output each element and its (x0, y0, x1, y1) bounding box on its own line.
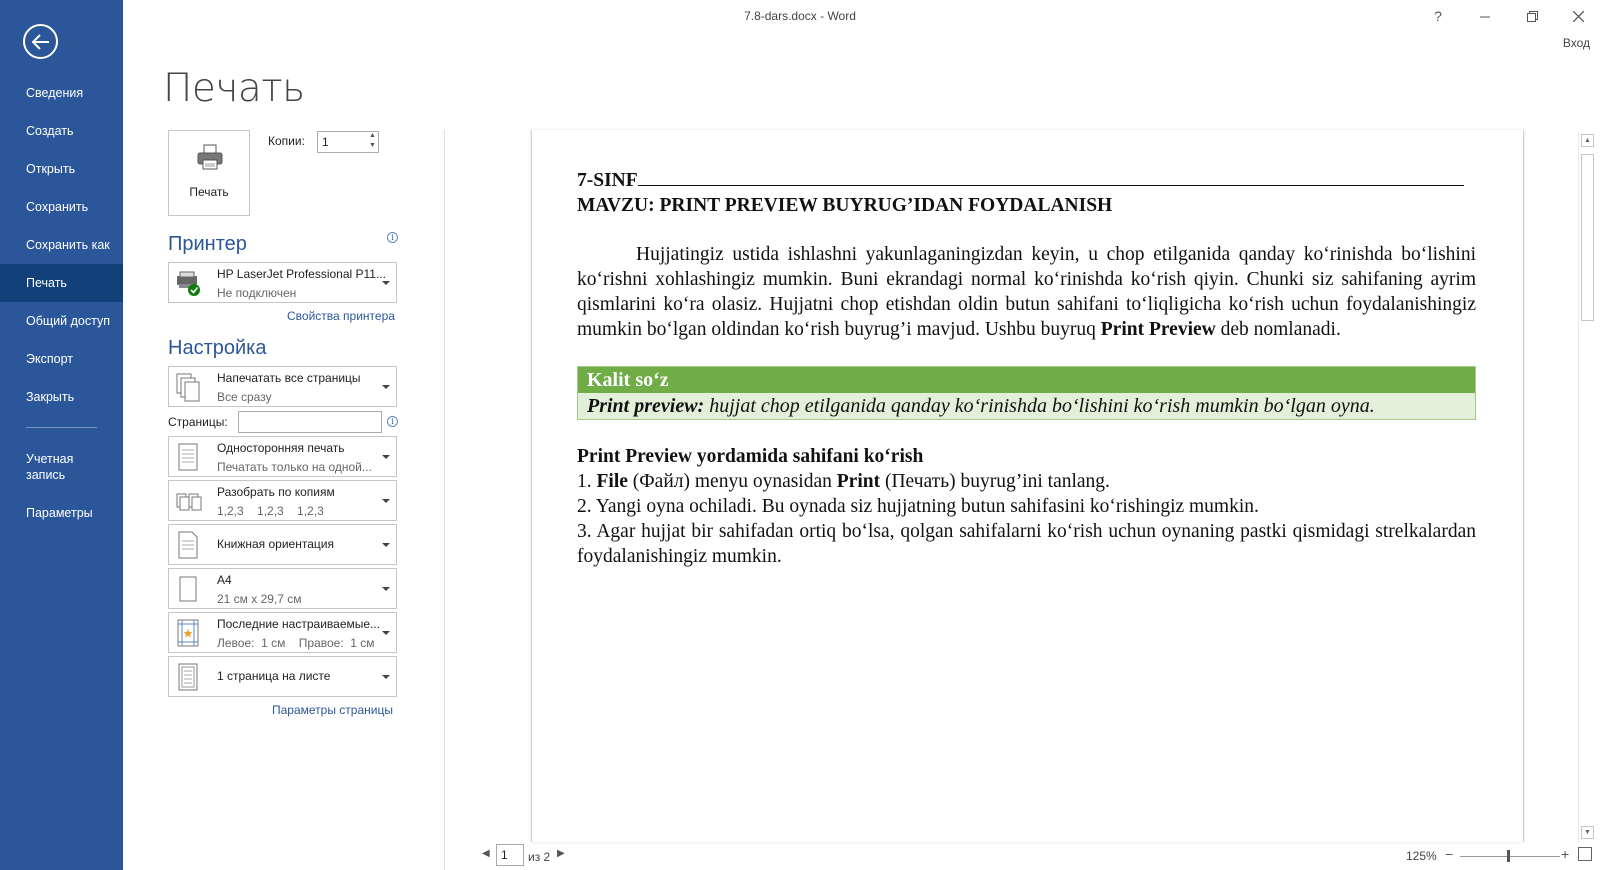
doc-paragraph (577, 242, 1476, 342)
minimize-button[interactable] (1471, 4, 1499, 28)
chevron-down-icon (382, 543, 390, 547)
chevron-down-icon (382, 455, 390, 459)
printer-select[interactable] (168, 262, 397, 303)
help-button[interactable]: ? (1434, 8, 1442, 24)
nav-item-close[interactable]: Закрыть (26, 390, 75, 404)
vertical-scrollbar[interactable] (1578, 132, 1595, 842)
paper-size-icon (175, 574, 201, 604)
nav-item-save-as[interactable]: Сохранить как (26, 238, 110, 252)
doc-grade-line (577, 166, 1476, 193)
doc-step-1 (577, 469, 1476, 494)
scroll-up-icon[interactable]: ▲ (1581, 134, 1594, 147)
setting-paper-line1: A4 (217, 573, 232, 587)
setting-margins-line2: Левое: 1 см Правое: 1 см (217, 636, 375, 650)
nav-divider (26, 427, 97, 428)
keyword-title: Kalit so‘z (578, 367, 1475, 393)
chevron-down-icon (382, 631, 390, 635)
close-icon (1573, 11, 1584, 22)
sides-select[interactable] (168, 436, 397, 477)
nav-item-new[interactable]: Создать (26, 124, 74, 138)
one-sided-icon (175, 442, 201, 472)
scroll-down-icon[interactable]: ▼ (1581, 826, 1594, 839)
nav-item-info[interactable]: Сведения (26, 86, 84, 100)
chevron-down-icon (382, 499, 390, 503)
collate-icon (172, 486, 206, 516)
zoom-slider-thumb[interactable] (1507, 850, 1510, 862)
collate-select[interactable] (168, 480, 397, 521)
copies-label: Копии: (268, 134, 305, 148)
document-content (577, 166, 1476, 569)
doc-step-3: 3. Agar hujjat bir sahifadan ortiq bo‘lsa, qolgan sahifalarni ko‘rish uchun oynaning pastki qismidagi strelkalardan foydalanishingiz mumkin. (577, 521, 1476, 567)
setting-sides-line2: Печатать только на одной... (217, 460, 372, 474)
printer-icon (196, 143, 224, 171)
printer-properties-link[interactable]: Свойства принтера (287, 309, 395, 323)
printer-heading: Принтер (168, 233, 247, 255)
setting-paper-line2: 21 см x 29,7 см (217, 592, 302, 606)
doc-para1-text: Hujjatingiz ustida ishlashni yakunlaganingizdan keyin, u chop etilganida qanday ko‘rinishda bo‘lishini ko‘rishni xohlashingiz mumkin. Buni ekrandagi normal ko‘rinishda ko‘rish qiyin. Chunki siz sahifaning ayrim qismlarini ko‘ra olasiz. Hujjatni chop etishdan oldin butun sahifani to‘liqligicha ko‘rish uchun foydalanishingiz mumkin bo‘lgan oldindan ko‘rish buyrug’i mavjud. Ushbu buyruq (577, 244, 1476, 340)
setting-sides-line1: Односторонняя печать (217, 441, 345, 455)
chevron-down-icon (382, 281, 390, 285)
minimize-icon (1480, 11, 1490, 21)
nav-item-print[interactable]: Печать (0, 264, 123, 302)
close-window-button[interactable] (1564, 4, 1592, 28)
print-button-label: Печать (189, 185, 229, 199)
copies-input[interactable]: 1 (317, 131, 379, 153)
nav-item-options[interactable]: Параметры (26, 506, 93, 520)
step1-num: 1. (577, 471, 597, 492)
doc-para1-bold: Print Preview (1100, 319, 1216, 340)
page-number-input[interactable]: 1 (496, 844, 524, 866)
next-page-icon[interactable]: ▶ (557, 848, 565, 859)
step1-text: (Файл) menyu oynasidan (627, 471, 837, 492)
margins-icon (175, 618, 201, 648)
step1-file: File (596, 471, 628, 492)
keyword-term: Print preview: (587, 395, 705, 417)
portrait-icon (175, 530, 201, 560)
margins-select[interactable] (168, 612, 397, 653)
signin-link[interactable]: Вход (1562, 36, 1590, 50)
nav-item-account[interactable] (0, 447, 123, 485)
print-range-select[interactable] (168, 366, 397, 407)
zoom-slider-track[interactable] (1460, 856, 1560, 857)
print-button[interactable] (168, 130, 250, 216)
doc-grade: 7-SINF (577, 170, 638, 191)
printer-info-icon[interactable]: i (387, 232, 398, 243)
settings-heading: Настройка (168, 337, 267, 359)
spin-down-icon[interactable]: ▼ (369, 142, 376, 149)
spin-up-icon[interactable]: ▲ (369, 132, 376, 139)
pages-per-sheet-select[interactable] (168, 656, 397, 697)
setting-range-line1: Напечатать все страницы (217, 371, 361, 385)
doc-underline (638, 166, 1464, 186)
setting-pps-line1: 1 страница на листе (217, 669, 331, 683)
pages-info-icon[interactable]: i (387, 416, 398, 427)
page-setup-link[interactable]: Параметры страницы (272, 703, 393, 717)
chevron-down-icon (382, 675, 390, 679)
copies-spinner[interactable] (366, 131, 379, 153)
pages-input[interactable] (238, 411, 382, 433)
pages-per-sheet-icon (175, 662, 201, 692)
printer-ready-icon (175, 268, 201, 298)
step1-print: Print (836, 471, 881, 492)
prev-page-icon[interactable]: ◀ (482, 848, 490, 859)
page-total: из 2 (528, 850, 551, 864)
back-button[interactable] (23, 24, 58, 59)
backstage-nav (0, 0, 123, 870)
nav-item-share[interactable]: Общий доступ (26, 314, 110, 328)
chevron-down-icon (382, 385, 390, 389)
chevron-down-icon (382, 587, 390, 591)
doc-para1-end: deb nomlanadi. (1215, 319, 1341, 340)
doc-step-2: 2. Yangi oyna ochiladi. Bu oynada siz hujjatning butun sahifasini ko‘rishingiz mumkin. (577, 496, 1259, 517)
setting-range-line2: Все сразу (217, 390, 272, 404)
restore-icon (1527, 11, 1538, 22)
zoom-out-icon[interactable]: − (1445, 846, 1454, 862)
setting-orientation-line1: Книжная ориентация (217, 537, 334, 551)
back-arrow-icon (32, 34, 50, 50)
zoom-level[interactable]: 125% (1406, 849, 1437, 863)
window-title: 7.8-dars.docx - Word (744, 9, 856, 23)
orientation-select[interactable] (168, 524, 397, 565)
pages-stack-icon (175, 372, 201, 402)
step1-end: (Печать) buyrug’ini tanlang. (880, 471, 1110, 492)
scroll-thumb[interactable] (1581, 154, 1594, 321)
restore-button[interactable] (1518, 4, 1546, 28)
zoom-to-page-icon[interactable] (1578, 847, 1592, 861)
printer-status: Не подключен (217, 286, 297, 300)
pages-label: Страницы: (168, 415, 228, 429)
setting-margins-line1: Последние настраиваемые... (217, 617, 381, 631)
paper-size-select[interactable] (168, 568, 397, 609)
keyword-box (577, 366, 1476, 420)
doc-topic: MAVZU: PRINT PREVIEW BUYRUG’IDAN FOYDALANISH (577, 195, 1113, 216)
setting-collate-line1: Разобрать по копиям (217, 485, 335, 499)
nav-account-line1: Учетная (26, 452, 74, 466)
printer-name: HP LaserJet Professional P11... (217, 267, 386, 281)
nav-item-open[interactable]: Открыть (26, 162, 76, 176)
nav-item-save[interactable]: Сохранить (26, 200, 89, 214)
setting-collate-line2: 1,2,3 1,2,3 1,2,3 (217, 504, 324, 518)
keyword-body (578, 393, 1475, 419)
keyword-definition: hujjat chop etilganida qanday ko‘rinishda bo‘lishini ko‘rish mumkin bo‘lgan oyna. (704, 395, 1375, 417)
nav-item-export[interactable]: Экспорт (26, 352, 73, 366)
nav-account-line2: запись (26, 468, 66, 482)
zoom-in-icon[interactable]: + (1561, 846, 1570, 862)
page-title: Печать (163, 66, 305, 111)
doc-subheading: Print Preview yordamida sahifani ko‘rish (577, 446, 924, 467)
